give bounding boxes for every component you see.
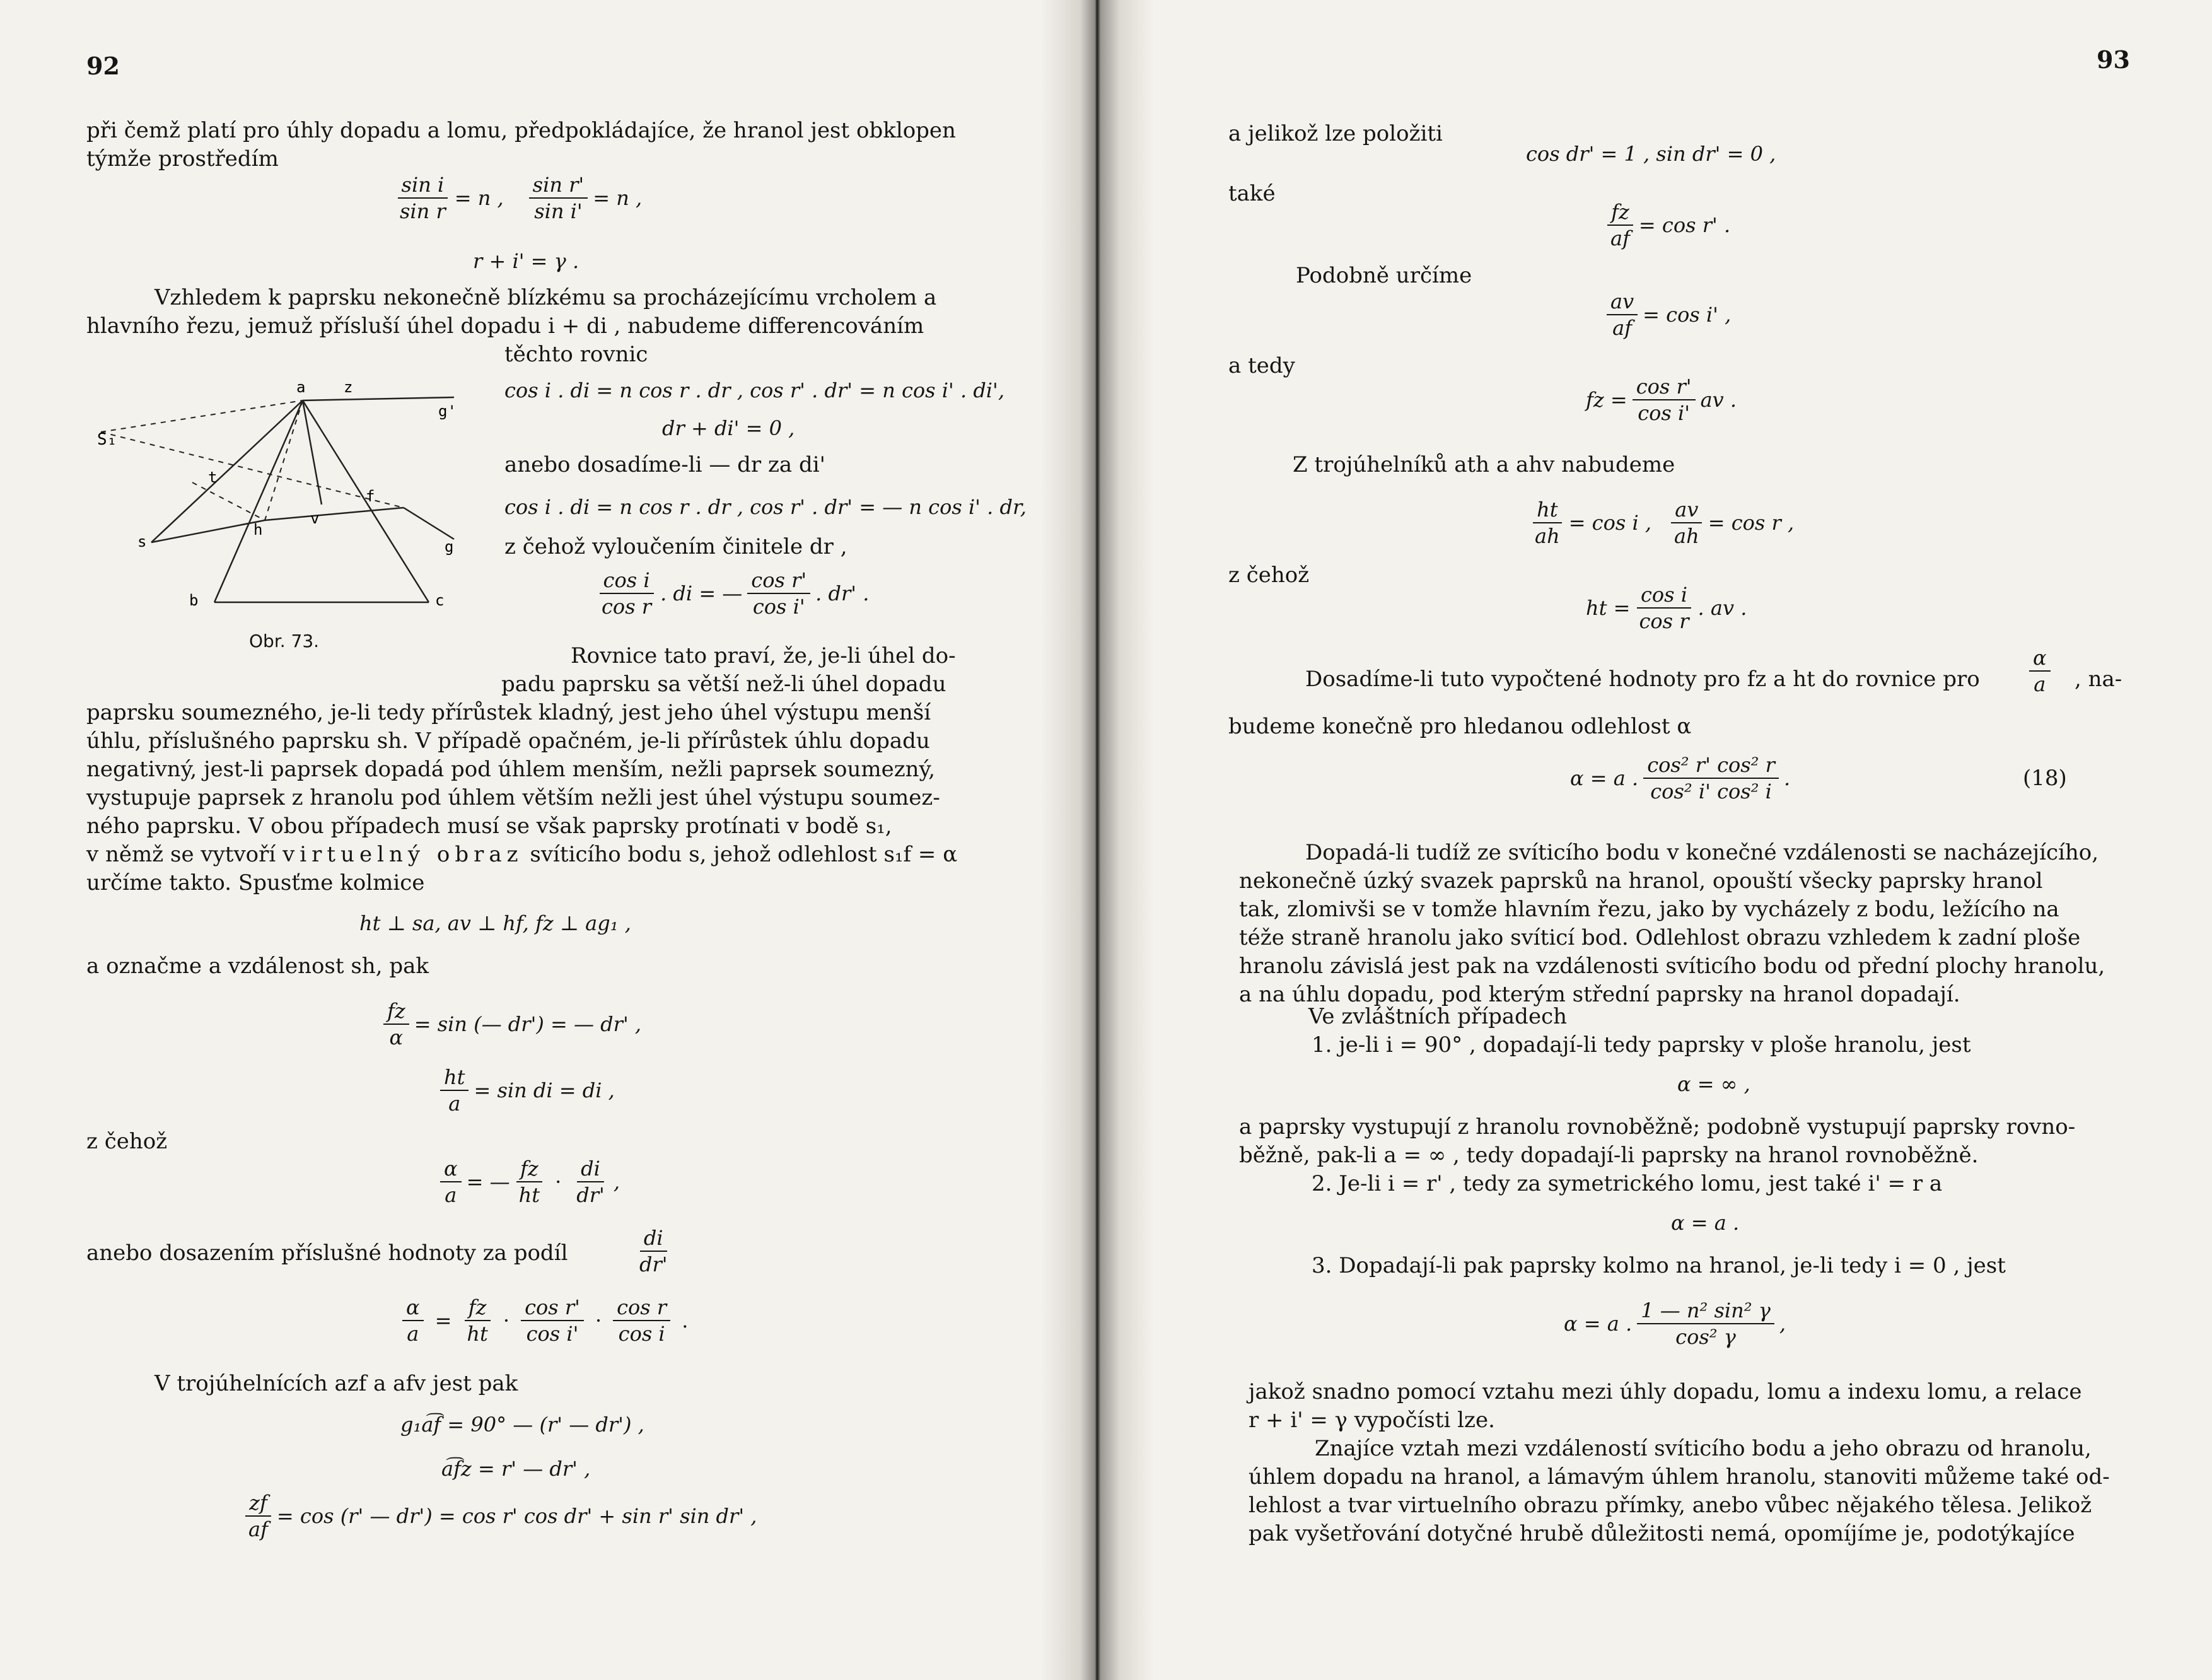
equation-ht-ah xyxy=(1526,498,1794,547)
equation-part: = — xyxy=(466,1170,510,1194)
label-s1: S₁ xyxy=(97,430,117,449)
denominator: ah xyxy=(1535,524,1560,548)
equation-dr: dr + di' = 0 , xyxy=(662,416,795,440)
numerator: α xyxy=(2029,646,2051,672)
text-line: , na- xyxy=(2075,667,2122,692)
numerator: fz xyxy=(1607,201,1633,226)
denominator: af xyxy=(1612,316,1633,340)
text-line: běžně, pak-li a = ∞ , tedy dopadají-li paprsky na hranol rovnoběžně. xyxy=(1239,1143,1979,1168)
equation-ratio xyxy=(593,569,869,618)
numerator: 1 — n² sin² γ xyxy=(1637,1299,1774,1324)
denominator: sin r xyxy=(400,199,446,223)
page-number-right: 93 xyxy=(2097,45,2130,74)
equation-ht xyxy=(1586,583,1747,633)
text-line: padu paprsku sa větší než-li úhel dopadu xyxy=(501,672,946,697)
equation-ratio-di xyxy=(631,1227,677,1276)
denominator: sin i' xyxy=(534,199,583,223)
prism-figure xyxy=(88,366,479,668)
equation-fz-af xyxy=(1602,201,1730,250)
equation-part: . di = — xyxy=(660,581,743,605)
equation-part: = sin (— dr') = — dr' , xyxy=(414,1012,642,1036)
equation-part: , xyxy=(613,1170,620,1194)
denominator: ah xyxy=(1674,524,1699,548)
ray-emergent xyxy=(404,508,454,539)
text-line: úhlem dopadu na hranol, a lámavým úhlem hranolu, stanoviti můžeme také od- xyxy=(1249,1464,2110,1490)
equation-normal-incidence xyxy=(1564,1299,1786,1348)
denominator: af xyxy=(1610,226,1630,250)
numerator: cos i xyxy=(600,569,654,594)
equation-fz xyxy=(1586,375,1737,424)
text-line: r + i' = γ vypočísti lze. xyxy=(1249,1408,1495,1433)
text-line: a jelikož lze položiti xyxy=(1228,121,1443,146)
equation-cos-dr: cos dr' = 1 , sin dr' = 0 , xyxy=(1526,142,1776,166)
equation-snell xyxy=(391,173,642,223)
denominator: a xyxy=(407,1322,419,1346)
equation-part: = n , xyxy=(454,186,504,210)
equation-angle-afz: a͡fz = r' — dr' , xyxy=(441,1457,591,1481)
text-line: a na úhlu dopadu, pod kterým střední paprsky na hranol dopadají. xyxy=(1239,982,1960,1007)
label-s: s xyxy=(137,533,147,551)
text-line: úhlu, příslušného paprsku sh. V případě opačném, je-li přírůstek úhlu dopadu xyxy=(86,728,930,754)
denominator: cos² i' cos² i xyxy=(1650,779,1772,803)
numerator: fz xyxy=(465,1296,491,1321)
label-c: c xyxy=(435,592,445,609)
equation-18 xyxy=(1570,754,1790,803)
denominator: a xyxy=(445,1183,457,1207)
dashed-t-h xyxy=(192,482,265,520)
numerator: cos r' xyxy=(521,1296,584,1321)
ray-g-prime xyxy=(303,397,454,400)
text-line: ného paprsku. V obou případech musí se však paprsky protínati v bodě s₁, xyxy=(86,814,892,839)
figure-caption: Obr. 73. xyxy=(249,631,320,651)
text-line: V trojúhelnících azf a afv jest pak xyxy=(154,1371,518,1396)
label-f: f xyxy=(366,487,375,505)
label-b: b xyxy=(189,592,199,609)
numerator: cos² r' cos² r xyxy=(1643,754,1779,779)
label-t: t xyxy=(208,469,218,486)
text-span: v němž se vytvoří xyxy=(86,842,276,867)
numerator: ht xyxy=(1533,498,1561,523)
text-line: 1. je-li i = 90° , dopadají-li tedy paprsky v ploše hranolu, jest xyxy=(1312,1032,1971,1058)
equation-infinity: α = ∞ , xyxy=(1677,1072,1750,1096)
text-line: 2. Je-li i = r' , tedy za symetrického lomu, jest také i' = r a xyxy=(1312,1171,1943,1196)
text-line: vystupuje paprsek z hranolu pod úhlem větším nežli jest úhel výstupu soumez- xyxy=(86,785,940,810)
numerator: sin i xyxy=(398,173,448,199)
label-h: h xyxy=(253,521,263,539)
text-line: Rovnice tato praví, že, je-li úhel do- xyxy=(571,643,956,668)
numerator: di xyxy=(577,1157,604,1182)
text-line: Vzhledem k paprsku nekonečně blízkému sa procházejícímu vrcholem a xyxy=(154,285,937,310)
equation-angle-g1af: g₁a͡f = 90° — (r' — dr') , xyxy=(400,1413,644,1437)
text-line: Podobně určíme xyxy=(1296,263,1472,288)
text-line: z čehož xyxy=(1228,563,1310,588)
text-line: anebo dosazením příslušné hodnoty za podíl xyxy=(86,1240,568,1266)
text-line: a paprsky vystupují z hranolu rovnoběžně; podobně vystupují paprsky rovno- xyxy=(1239,1114,2076,1140)
text-line: Z trojúhelníků ath a ahv nabudeme xyxy=(1293,452,1675,477)
denominator: cos i' xyxy=(1638,401,1691,425)
text-line: při čemž platí pro úhly dopadu a lomu, předpokládajíce, že hranol jest obklopen xyxy=(86,118,956,143)
equation-ht xyxy=(435,1066,615,1115)
text-line: těchto rovnic xyxy=(504,342,648,367)
equation-part: = cos i , xyxy=(1568,511,1652,535)
numerator: α xyxy=(402,1296,424,1321)
text-line: také xyxy=(1228,181,1276,206)
text-line: téže straně hranolu jako svíticí bod. Odlehlost obrazu vzhledem k zadní ploše xyxy=(1239,925,2081,950)
numerator: av xyxy=(1671,498,1702,523)
numerator: α xyxy=(440,1157,462,1182)
denominator: ht xyxy=(518,1183,540,1207)
label-g: g xyxy=(445,538,454,556)
numerator: cos r' xyxy=(1633,375,1696,400)
text-line: Znajíce vztah mezi vzdáleností svíticího bodu a jeho obrazu od hranolu, xyxy=(1315,1436,2092,1461)
text-line: negativný, jest-li paprsek dopadá pod úhlem menším, nežli paprsek soumezný, xyxy=(86,757,936,782)
denominator: ht xyxy=(467,1322,488,1346)
equation-part: = cos r' . xyxy=(1638,213,1731,237)
dashed-s1-f xyxy=(101,432,404,508)
text-line: nekonečně úzký svazek paprsků na hranol, opouští všecky paprsky hranol xyxy=(1239,868,2043,894)
equation-alpha-equals-a: α = a . xyxy=(1671,1211,1740,1235)
text-line: anebo dosadíme-li — dr za di' xyxy=(504,452,825,477)
numerator: cos i xyxy=(1637,583,1691,609)
equation-number: (18) xyxy=(2023,766,2067,791)
numerator: fz xyxy=(516,1157,542,1182)
denominator: dr' xyxy=(639,1252,668,1276)
equation-zf xyxy=(240,1491,757,1541)
text-line: týmže prostředím xyxy=(86,146,279,172)
label-v: v xyxy=(310,510,320,527)
text-line: hlavního řezu, jemuž přísluší úhel dopadu i + di , nabudeme differencováním xyxy=(86,313,924,339)
equation-sum: r + i' = γ . xyxy=(473,249,579,273)
text-line: Dopadá-li tudíž ze svíticího bodu v konečné vzdálenosti se nacházejícího, xyxy=(1305,840,2099,865)
equation-part: = cos i' , xyxy=(1643,303,1732,327)
text-line: tak, zlomivši se v tomže hlavním řezu, jako by vycházely z bodu, ležícího na xyxy=(1239,897,2059,922)
equation-part: = n , xyxy=(593,186,643,210)
equation-fz xyxy=(378,1000,641,1049)
equation-part: = sin di = di , xyxy=(474,1078,615,1102)
denominator: a xyxy=(2034,672,2046,696)
denominator: dr' xyxy=(576,1183,605,1207)
equation-part: fz = xyxy=(1586,388,1627,412)
equation-differential: cos i . di = n cos r . dr , cos r' . dr' = n cos i' . di', xyxy=(504,378,1004,402)
equation-perpendiculars: ht ⊥ sa, av ⊥ hf, fz ⊥ ag₁ , xyxy=(359,911,631,935)
equation-differential-2: cos i . di = n cos r . dr , cos r' . dr' = — n cos i' . dr, xyxy=(504,495,1027,519)
spaced-term: virtuelný obraz xyxy=(282,842,523,867)
equation-alpha-full: $\frac{\alpha}{a}$ = $\frac{fz}{ht}$ · $\frac{\text{cos r'}}{\text{cos i'}}$ · $\frac{\text{cos r}}{\text{cos i}}$ . xyxy=(397,1296,694,1345)
ray-refracted xyxy=(265,508,404,520)
equation-part: . dr' . xyxy=(815,581,870,605)
numerator: zf xyxy=(245,1491,271,1517)
text-line: pak vyšetřování dotyčné hrubě důležitosti nemá, opomíjíme je, podotýkajíce xyxy=(1249,1521,2075,1546)
denominator: α xyxy=(389,1025,404,1049)
denominator: cos² γ xyxy=(1675,1325,1736,1349)
numerator: cos r' xyxy=(747,569,810,594)
numerator: ht xyxy=(440,1066,469,1091)
text-line: lehlost a tvar virtuelního obrazu přímky, anebo vůbec nějakého tělesa. Jelikož xyxy=(1249,1493,2092,1518)
text-line: z čehož xyxy=(86,1129,168,1154)
equation-part: . xyxy=(1783,766,1791,790)
text-line: určíme takto. Spusťme kolmice xyxy=(86,870,425,895)
equation-part: av . xyxy=(1700,388,1737,412)
text-span: svíticího bodu s, jehož odlehlost s₁f = α xyxy=(530,842,958,867)
denominator: a xyxy=(448,1092,461,1116)
ray-incident xyxy=(151,520,265,542)
denominator: cos i xyxy=(618,1322,665,1346)
text-line: 3. Dopadají-li pak paprsky kolmo na hranol, je-li tedy i = 0 , jest xyxy=(1312,1253,2006,1278)
text-line: Ve zvláštních případech xyxy=(1308,1004,1568,1029)
label-g-prime: g' xyxy=(438,402,457,420)
denominator: cos r xyxy=(602,595,652,619)
equation-av-af xyxy=(1602,290,1731,339)
equation-part: ht = xyxy=(1586,596,1631,620)
text-line: a tedy xyxy=(1228,353,1295,378)
text-line: a označme a vzdálenost sh, pak xyxy=(86,954,429,979)
text-line: paprsku soumezného, je-li tedy přírůstek kladný, jest jeho úhel výstupu menší xyxy=(86,700,931,725)
equation-part: , xyxy=(1779,1312,1786,1336)
text-line xyxy=(86,841,957,868)
text-line: z čehož vyloučením činitele dr , xyxy=(504,534,847,559)
equation-alpha-a xyxy=(2024,646,2056,696)
text-line: hranolu závislá jest pak na vzdálenosti svíticího bodu od přední plochy hranolu, xyxy=(1239,954,2105,979)
equation-part: = cos (r' — dr') = cos r' cos dr' + sin r' sin dr' , xyxy=(276,1504,757,1528)
label-a: a xyxy=(296,378,306,396)
equation-alpha: $\frac{\alpha}{a}$ = — $\frac{fz}{ht}$ · $\frac{di}{dr'}$ , xyxy=(435,1157,620,1206)
numerator: di xyxy=(640,1227,667,1252)
text-line: jakož snadno pomocí vztahu mezi úhly dopadu, lomu a indexu lomu, a relace xyxy=(1249,1379,2082,1404)
denominator: af xyxy=(248,1517,268,1541)
dashed-s1-a xyxy=(101,400,303,432)
equation-part: = cos r , xyxy=(1708,511,1795,535)
denominator: cos i' xyxy=(526,1322,579,1346)
denominator: cos r xyxy=(1639,609,1689,633)
numerator: fz xyxy=(383,1000,409,1025)
book-gutter xyxy=(1040,0,1154,1680)
numerator: av xyxy=(1607,290,1638,315)
page-number-left: 92 xyxy=(86,52,120,80)
text-line: budeme konečně pro hledanou odlehlost α xyxy=(1228,714,1692,739)
prism-side-left xyxy=(214,400,303,602)
equation-part: . av . xyxy=(1697,596,1747,620)
denominator: cos i' xyxy=(752,595,805,619)
equation-part: α = a . xyxy=(1564,1312,1633,1336)
numerator: cos r xyxy=(613,1296,670,1321)
text-line: Dosadíme-li tuto vypočtené hodnoty pro fz a ht do rovnice pro xyxy=(1305,667,1980,692)
label-z: z xyxy=(344,378,353,396)
numerator: sin r' xyxy=(529,173,588,199)
equation-part: α = a . xyxy=(1570,766,1639,790)
